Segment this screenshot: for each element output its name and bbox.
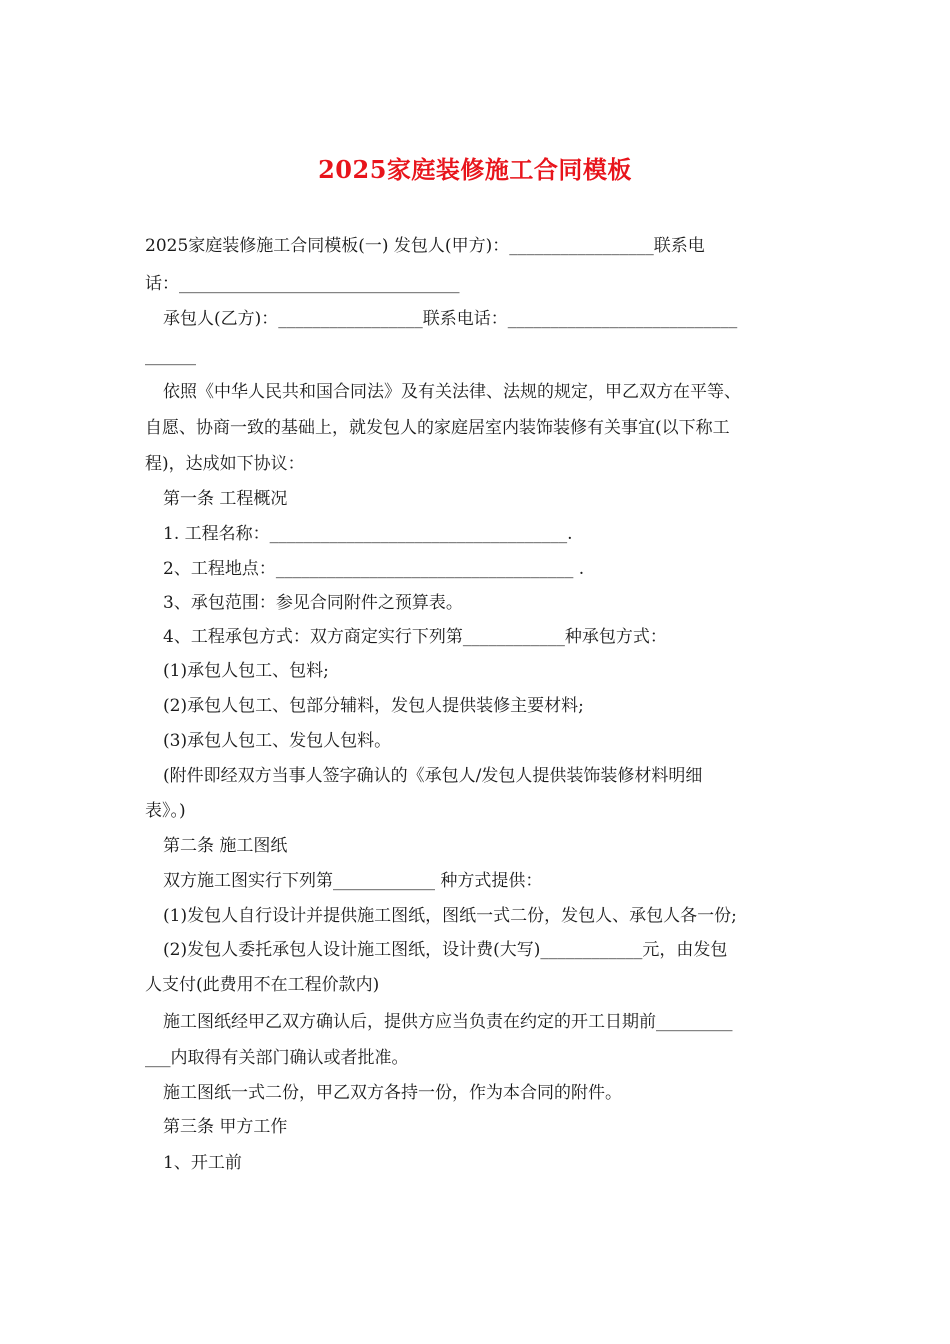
section-heading: 第一条 工程概况: [163, 489, 288, 509]
list-item: (1)发包人自行设计并提供施工图纸，图纸一式二份，发包人、承包人各一份;: [163, 906, 737, 926]
list-item: 1、开工前: [163, 1153, 242, 1173]
paragraph-line: 表》。): [145, 801, 186, 821]
section-heading: 第二条 施工图纸: [163, 836, 288, 856]
list-item: (2)承包人包工、包部分辅料，发包人提供装修主要材料;: [163, 696, 584, 716]
list-item: 4、工程承包方式：双方商定实行下列第____________种承包方式：: [163, 627, 667, 647]
paragraph-line: 双方施工图实行下列第____________ 种方式提供：: [163, 871, 543, 891]
list-item: 1. 工程名称：___________________________________.: [163, 524, 573, 544]
list-item: 2、工程地点：___________________________________ .: [163, 559, 585, 579]
paragraph-line: ___内取得有关部门确认或者批准。: [145, 1048, 409, 1068]
paragraph-line: 施工图纸一式二份，甲乙双方各持一份，作为本合同的附件。: [163, 1083, 622, 1103]
paragraph-line: 自愿、协商一致的基础上，就发包人的家庭居室内装饰装修有关事宜(以下称工: [145, 418, 730, 438]
paragraph-line: 2025家庭装修施工合同模板(一) 发包人(甲方)：_________________联系电: [145, 236, 705, 256]
paragraph-line: 人支付(此费用不在工程价款内): [145, 975, 380, 995]
list-item: (1)承包人包工、包料;: [163, 661, 329, 681]
document-title: 2025家庭装修施工合同模板: [318, 155, 632, 184]
paragraph-line: 话：_________________________________: [145, 274, 460, 294]
paragraph-line: ______: [145, 346, 196, 366]
paragraph-line: (附件即经双方当事人签字确认的《承包人/发包人提供装饰装修材料明细: [163, 766, 703, 786]
paragraph-line: 程)，达成如下协议：: [145, 454, 305, 474]
paragraph-line: 施工图纸经甲乙双方确认后，提供方应当负责在约定的开工日期前_________: [163, 1012, 733, 1032]
list-item: (2)发包人委托承包人设计施工图纸，设计费(大写)____________元，由发包: [163, 940, 728, 960]
paragraph-line: 承包人(乙方)：_________________联系电话：___________________________: [163, 309, 738, 329]
list-item: (3)承包人包工、发包人包料。: [163, 731, 392, 751]
list-item: 3、承包范围：参见合同附件之预算表。: [163, 593, 463, 613]
paragraph-line: 依照《中华人民共和国合同法》及有关法律、法规的规定，甲乙双方在平等、: [163, 382, 741, 402]
section-heading: 第三条 甲方工作: [163, 1117, 288, 1137]
